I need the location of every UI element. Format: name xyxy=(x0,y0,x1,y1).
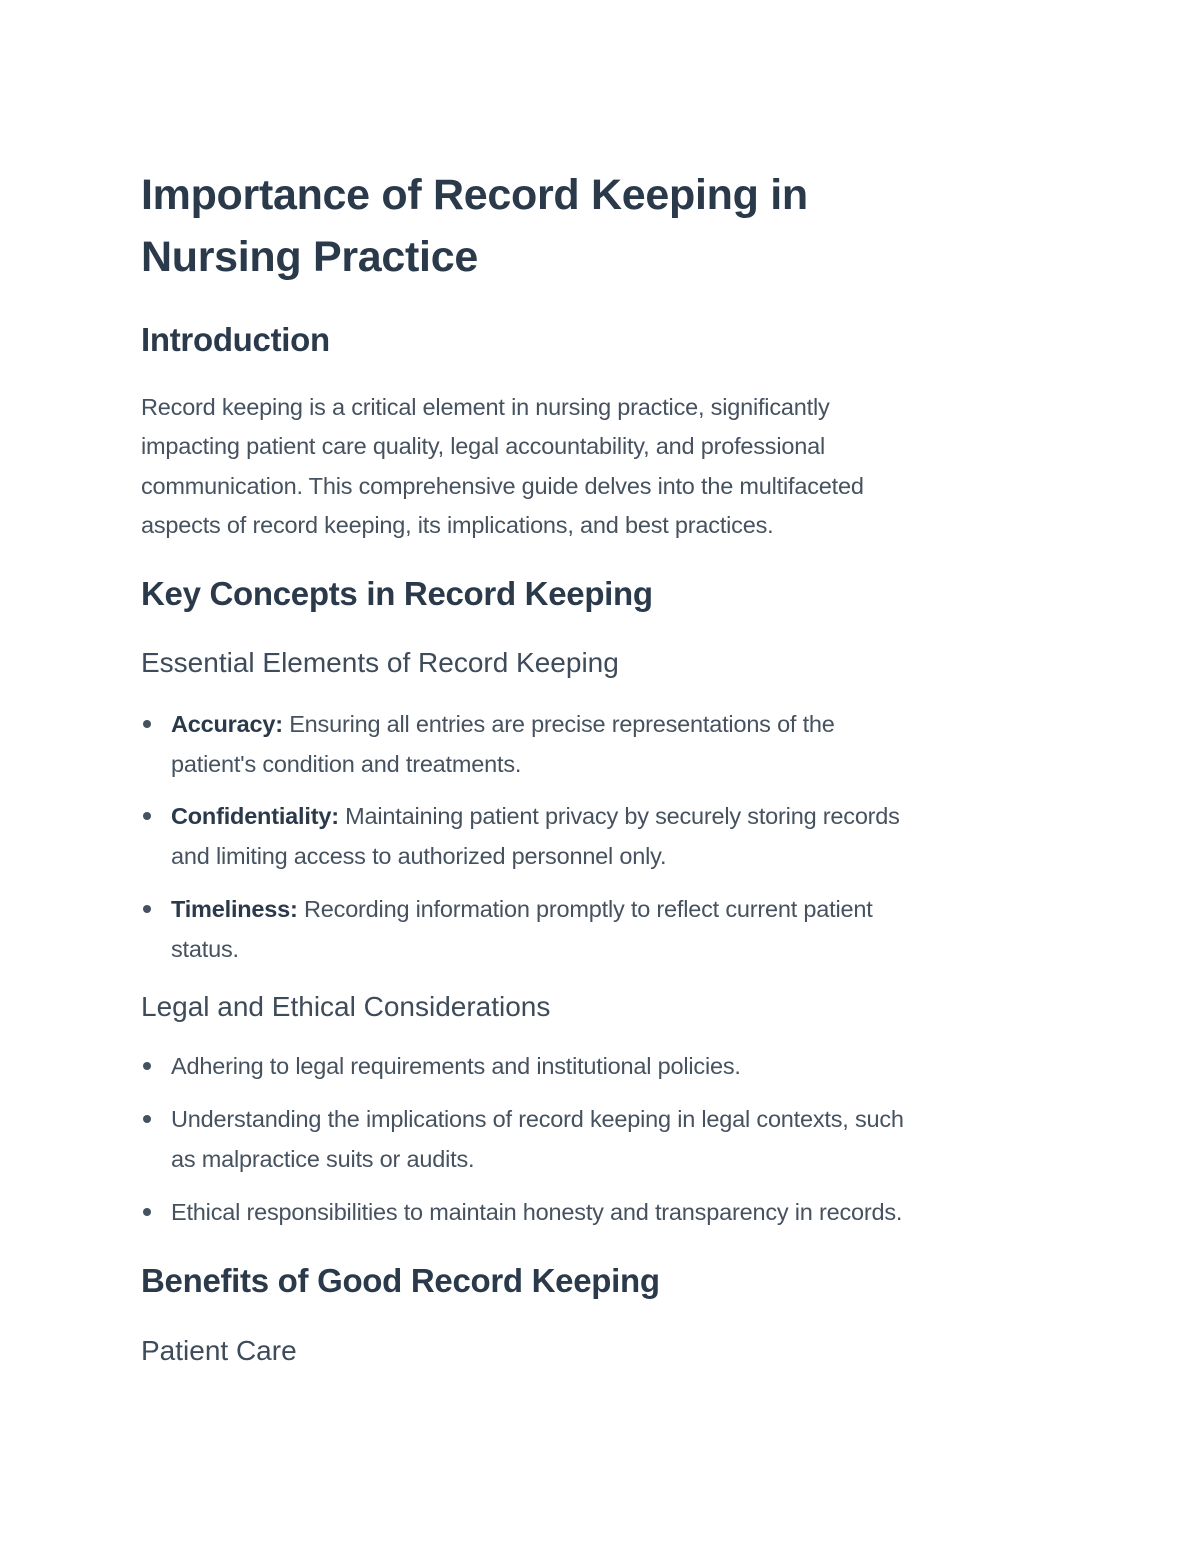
intro-paragraph-line: impacting patient care quality, legal accountability, and professional xyxy=(141,433,826,459)
list-item-term: Confidentiality: xyxy=(171,803,339,829)
document-title-line-1: Importance of Record Keeping in xyxy=(141,171,808,219)
bullet-icon xyxy=(143,720,151,728)
list-item-continuation: patient's condition and treatments. xyxy=(171,751,522,777)
list-item-text: Recording information promptly to reflect current patient xyxy=(297,896,873,922)
list-item-text: Maintaining patient privacy by securely storing records xyxy=(338,803,900,829)
list-item: Understanding the implications of record keeping in legal contexts, such xyxy=(171,1106,904,1132)
list-item-continuation: status. xyxy=(171,936,239,962)
intro-paragraph-line: Record keeping is a critical element in nursing practice, significantly xyxy=(141,394,830,420)
list-item: Ethical responsibilities to maintain honesty and transparency in records. xyxy=(171,1199,903,1225)
subheading-essential-elements: Essential Elements of Record Keeping xyxy=(141,647,619,678)
list-item-continuation: as malpractice suits or audits. xyxy=(171,1146,475,1172)
section-heading-benefits: Benefits of Good Record Keeping xyxy=(141,1262,660,1299)
subheading-patient-care: Patient Care xyxy=(141,1335,297,1366)
section-heading-introduction: Introduction xyxy=(141,321,330,358)
list-item-term: Accuracy: xyxy=(171,711,283,737)
intro-paragraph-line: communication. This comprehensive guide delves into the multifaceted xyxy=(141,473,864,499)
bullet-icon xyxy=(143,812,151,820)
list-item-text: Ensuring all entries are precise representations of the xyxy=(282,711,835,737)
list-item-continuation: and limiting access to authorized personnel only. xyxy=(171,843,667,869)
subheading-legal-ethical: Legal and Ethical Considerations xyxy=(141,991,551,1022)
document-title-line-2: Nursing Practice xyxy=(141,233,478,281)
list-item-accuracy xyxy=(171,709,835,739)
list-item: Adhering to legal requirements and institutional policies. xyxy=(171,1053,741,1079)
bullet-icon xyxy=(143,905,151,913)
intro-paragraph-line: aspects of record keeping, its implications, and best practices. xyxy=(141,512,774,538)
list-item-confidentiality xyxy=(171,801,900,831)
bullet-icon xyxy=(143,1062,151,1070)
section-heading-key-concepts: Key Concepts in Record Keeping xyxy=(141,575,653,612)
bullet-icon xyxy=(143,1208,151,1216)
list-item-timeliness xyxy=(171,894,873,924)
list-item-term: Timeliness: xyxy=(171,896,298,922)
bullet-icon xyxy=(143,1115,151,1123)
